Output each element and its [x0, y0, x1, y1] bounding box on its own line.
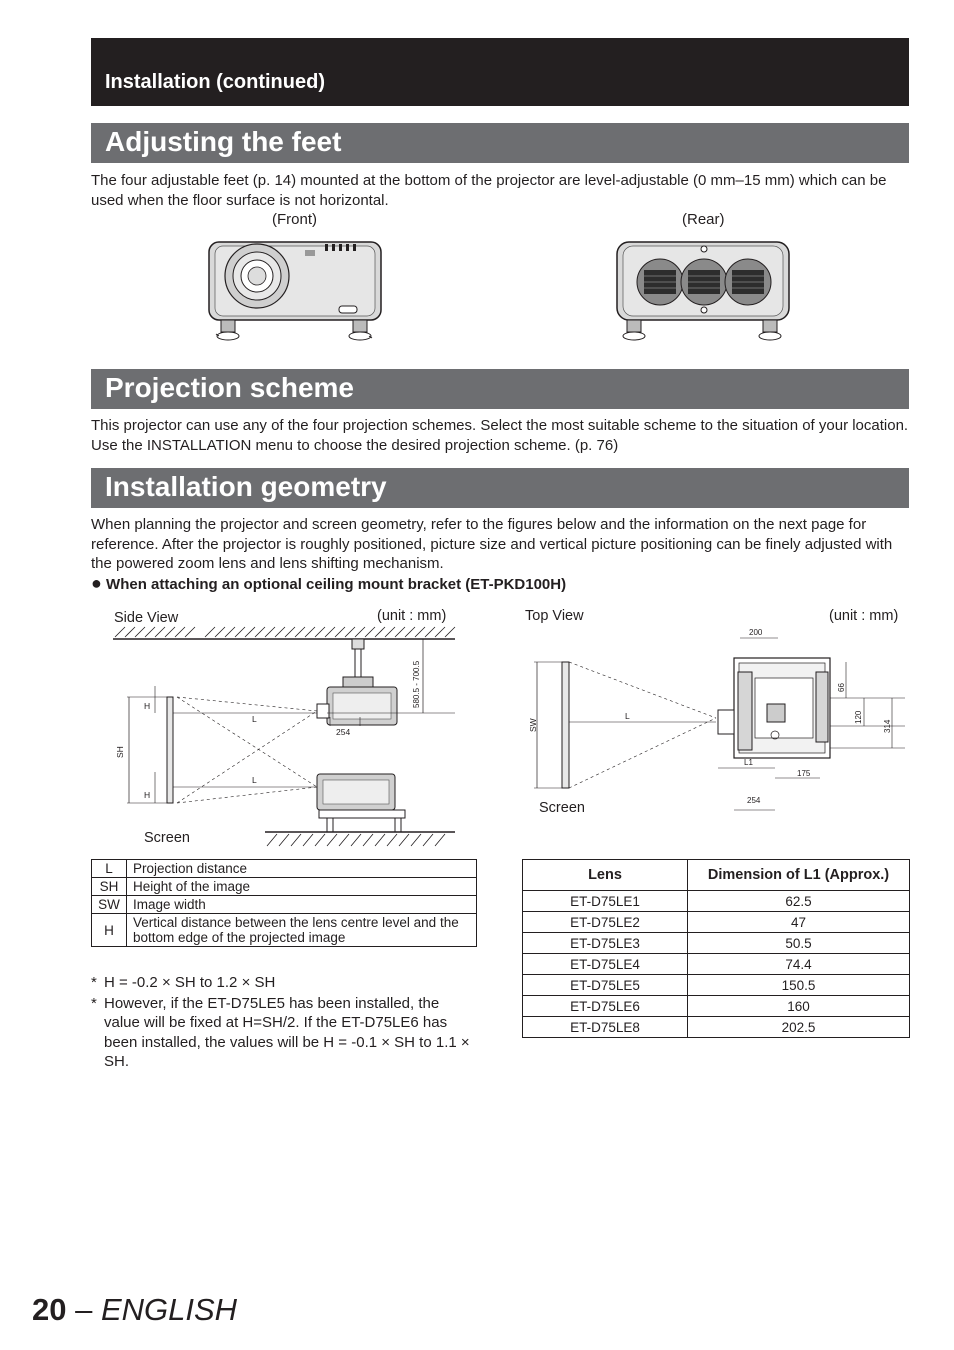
lens-model-cell: ET-D75LE1	[523, 891, 688, 912]
header-bar	[91, 38, 909, 106]
definition-row	[92, 914, 477, 947]
l1-column-header: Dimension of L1 (Approx.)	[688, 860, 910, 891]
ceiling-mount-bullet: ● When attaching an optional ceiling mount bracket (ET-PKD100H)	[91, 573, 567, 593]
note-item: * However, if the ET-D75LE5 has been installed, the value will be fixed at H=SH/2. If the ET-D75LE6 has been installed, the values will be H = -0.1 × SH to 1.1 × SH.	[91, 994, 470, 1070]
sh-label: SH	[115, 746, 125, 758]
lens-row	[523, 912, 910, 933]
note-marker: *	[91, 994, 97, 1012]
lens-model-cell: ET-D75LE3	[523, 933, 688, 954]
page-footer	[32, 1292, 237, 1328]
definition-key: SW	[92, 896, 127, 914]
l1-dimension-cell: 202.5	[688, 1017, 910, 1038]
notes	[91, 973, 477, 1072]
lens-row	[523, 933, 910, 954]
l1-dimension-cell: 160	[688, 996, 910, 1017]
lens-row	[523, 996, 910, 1017]
front-label: (Front)	[272, 211, 317, 228]
dim-200-label: 200	[749, 628, 763, 637]
lens-model-cell: ET-D75LE6	[523, 996, 688, 1017]
dim-175-label: 175	[797, 769, 811, 778]
upper-254-label: 254	[336, 727, 351, 737]
definition-row	[92, 860, 477, 878]
lens-row	[523, 975, 910, 996]
mount-height-label: 580.5 - 700.5	[412, 660, 421, 708]
top-view-screen-label: Screen	[539, 800, 585, 816]
definition-key: H	[92, 914, 127, 947]
top-view-diagram	[520, 600, 910, 825]
l1-dimension-cell: 47	[688, 912, 910, 933]
l1-label: L1	[744, 758, 753, 767]
side-view-title: Side View	[114, 610, 179, 626]
lens-model-cell: ET-D75LE4	[523, 954, 688, 975]
note-item: * H = -0.2 × SH to 1.2 × SH	[91, 974, 276, 991]
l1-dimension-cell: 62.5	[688, 891, 910, 912]
definition-value: Vertical distance between the lens centre level and the bottom edge of the projected image	[127, 914, 477, 947]
lens-row	[523, 891, 910, 912]
geometry-paragraph: When planning the projector and screen geometry, refer to the figures below and the information on the next page for reference. After the projector is roughly positioned, picture size and vertical picture positioning can be finely adjusted with the powered zoom lens and lens shifting mechanism.	[91, 516, 893, 572]
lower-l-label: L	[252, 775, 257, 785]
section-heading-feet: Adjusting the feet	[91, 123, 909, 163]
page-number: 20	[32, 1292, 67, 1327]
language-label: ENGLISH	[100, 1292, 238, 1327]
lens-row	[523, 1017, 910, 1038]
dim-66-label: 66	[837, 683, 846, 692]
l1-dimension-cell: 150.5	[688, 975, 910, 996]
definition-value: Image width	[127, 896, 477, 914]
lens-model-cell: ET-D75LE8	[523, 1017, 688, 1038]
projection-paragraph: This projector can use any of the four projection schemes. Select the most suitable scheme to the situation of your location. Use the INSTALLATION menu to choose the desired projection scheme. (p. 76)	[91, 417, 909, 454]
lower-h-label: H	[144, 790, 151, 800]
top-view-unit: (unit : mm)	[829, 608, 899, 624]
definition-value: Projection distance	[127, 860, 477, 878]
lens-dimension-table	[522, 859, 910, 1038]
header-title: Installation (continued)	[105, 71, 325, 93]
l1-dimension-cell: 74.4	[688, 954, 910, 975]
footer-separator: –	[66, 1292, 101, 1327]
sw-label: SW	[528, 718, 538, 732]
lens-row	[523, 954, 910, 975]
dim-314-label: 314	[883, 719, 892, 733]
dim-120-label: 120	[854, 710, 863, 724]
definitions-table	[91, 859, 477, 947]
feet-paragraph: The four adjustable feet (p. 14) mounted at the bottom of the projector are level-adjustable (0 mm–15 mm) which can be used when the floor surface is not horizontal.	[91, 172, 887, 209]
top-l-label: L	[625, 711, 630, 721]
lens-model-cell: ET-D75LE5	[523, 975, 688, 996]
rear-label: (Rear)	[682, 211, 725, 228]
definition-key: L	[92, 860, 127, 878]
side-view-unit: (unit : mm)	[377, 608, 447, 624]
projector-rear-illustration	[613, 236, 793, 346]
top-view-title: Top View	[525, 608, 584, 624]
side-view-diagram	[105, 600, 465, 855]
upper-l-label: L	[252, 714, 257, 724]
side-view-screen-label: Screen	[144, 830, 190, 846]
definition-value: Height of the image	[127, 878, 477, 896]
lens-model-cell: ET-D75LE2	[523, 912, 688, 933]
definition-row	[92, 896, 477, 914]
projector-front-illustration	[205, 236, 385, 346]
bullet-dot-icon: ●	[91, 573, 102, 593]
section-heading-geometry: Installation geometry	[91, 468, 909, 508]
section-heading-projection: Projection scheme	[91, 369, 909, 409]
dim-254-label: 254	[747, 796, 761, 805]
upper-h-label: H	[144, 701, 151, 711]
definition-key: SH	[92, 878, 127, 896]
l1-dimension-cell: 50.5	[688, 933, 910, 954]
note-marker: *	[91, 974, 97, 991]
lens-column-header: Lens	[523, 860, 688, 891]
definition-row	[92, 878, 477, 896]
